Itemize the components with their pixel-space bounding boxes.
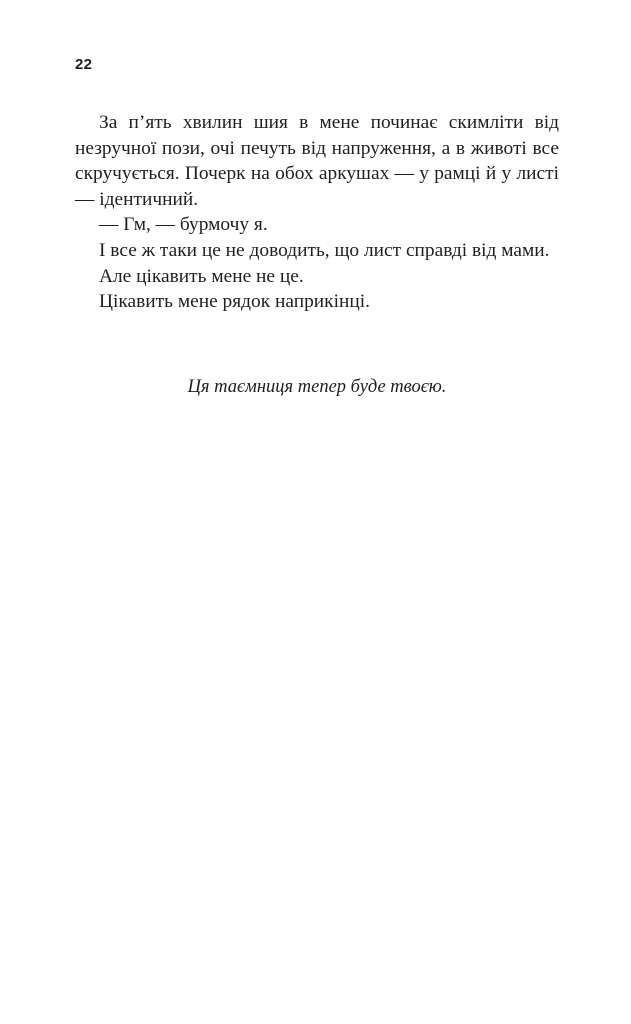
- paragraph: За п’ять хвилин шия в мене починає скимліти від незручної пози, очі печуть від напруження, а в животі все скручується. Почерк на обох аркушах — у рамці й у листі — ідентичний.: [75, 112, 559, 210]
- paragraph: — Гм, — бурмочу я.: [99, 214, 268, 236]
- paragraph: І все ж таки це не доводить, що лист справді від мами.: [99, 239, 550, 261]
- italic-quote: Ця таємниця тепер буде твоєю.: [187, 377, 447, 397]
- paragraph: Але цікавить мене не це.: [99, 265, 304, 287]
- page-number: 22: [75, 56, 93, 73]
- paragraph: Цікавить мене рядок наприкінці.: [99, 291, 370, 313]
- body-text: [75, 110, 559, 315]
